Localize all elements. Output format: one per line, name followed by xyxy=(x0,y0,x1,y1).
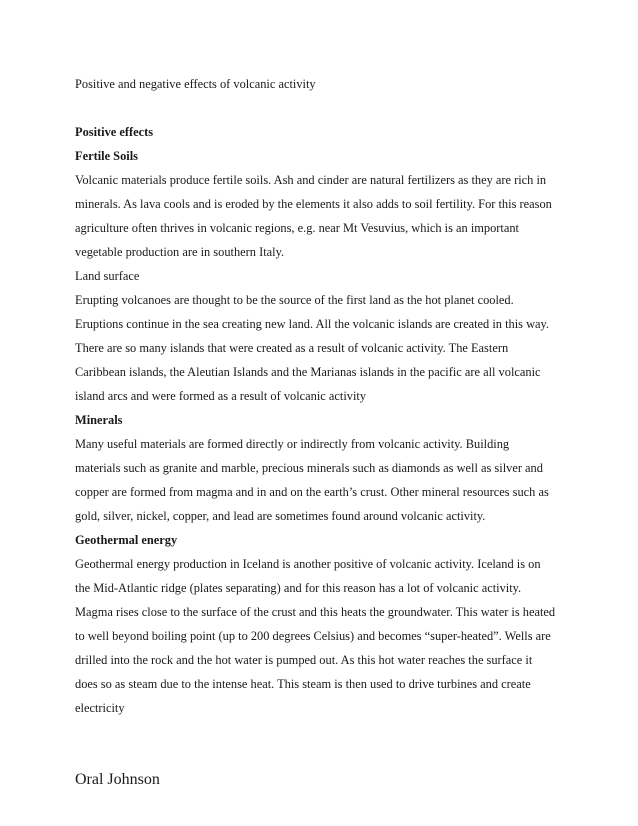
paragraph-line: minerals. As lava cools and is eroded by the elements it also adds to soil fertility. For this reason xyxy=(75,197,552,211)
paragraph-line: gold, silver, nickel, copper, and lead are sometimes found around volcanic activity. xyxy=(75,509,486,523)
paragraph-line: drilled into the rock and the hot water is pumped out. As this hot water reaches the surface it xyxy=(75,653,533,667)
paragraph-line: There are so many islands that were created as a result of volcanic activity. The Eastern xyxy=(75,341,509,355)
paragraph-line: vegetable production are in southern Italy. xyxy=(75,245,285,259)
paragraph-line: agriculture often thrives in volcanic regions, e.g. near Mt Vesuvius, which is an important xyxy=(75,221,520,235)
subsection-heading: Minerals xyxy=(75,413,123,427)
paragraph-line: Many useful materials are formed directly or indirectly from volcanic activity. Building xyxy=(75,437,510,451)
paragraph-line: does so as steam due to the intense heat. This steam is then used to drive turbines and create xyxy=(75,677,531,691)
paragraph-line: Magma rises close to the surface of the crust and this heats the groundwater. This water is heated xyxy=(75,605,556,619)
author-footer: Oral Johnson xyxy=(75,771,160,788)
paragraph-line: copper are formed from magma and in and on the earth’s crust. Other mineral resources such as xyxy=(75,485,549,499)
paragraph-line: to well beyond boiling point (up to 200 degrees Celsius) and becomes “super-heated”. Wells are xyxy=(75,629,551,643)
paragraph-line: Geothermal energy production in Iceland is another positive of volcanic activity. Iceland is on xyxy=(75,557,541,571)
paragraph-line: Erupting volcanoes are thought to be the source of the first land as the hot planet cooled. xyxy=(75,293,514,307)
paragraph-line: electricity xyxy=(75,701,125,715)
paragraph-line: island arcs and were formed as a result of volcanic activity xyxy=(75,389,367,403)
subsection-heading: Land surface xyxy=(75,269,140,283)
subsection-heading: Fertile Soils xyxy=(75,149,138,163)
section-heading-positive-effects: Positive effects xyxy=(75,125,154,139)
paragraph-line: Volcanic materials produce fertile soils. Ash and cinder are natural fertilizers as they are rich in xyxy=(75,173,547,187)
paragraph-line: materials such as granite and marble, precious minerals such as diamonds as well as silver and xyxy=(75,461,543,475)
sections-container xyxy=(75,144,575,720)
paragraph-line: the Mid-Atlantic ridge (plates separating) and for this reason has a lot of volcanic activity. xyxy=(75,581,522,595)
subsection-heading: Geothermal energy xyxy=(75,533,178,547)
paragraph-line: Caribbean islands, the Aleutian Islands and the Marianas islands in the pacific are all volcanic xyxy=(75,365,541,379)
paragraph-line: Eruptions continue in the sea creating new land. All the volcanic islands are created in this way. xyxy=(75,317,550,331)
document-title: Positive and negative effects of volcanic activity xyxy=(75,77,316,91)
document-body xyxy=(75,72,575,720)
